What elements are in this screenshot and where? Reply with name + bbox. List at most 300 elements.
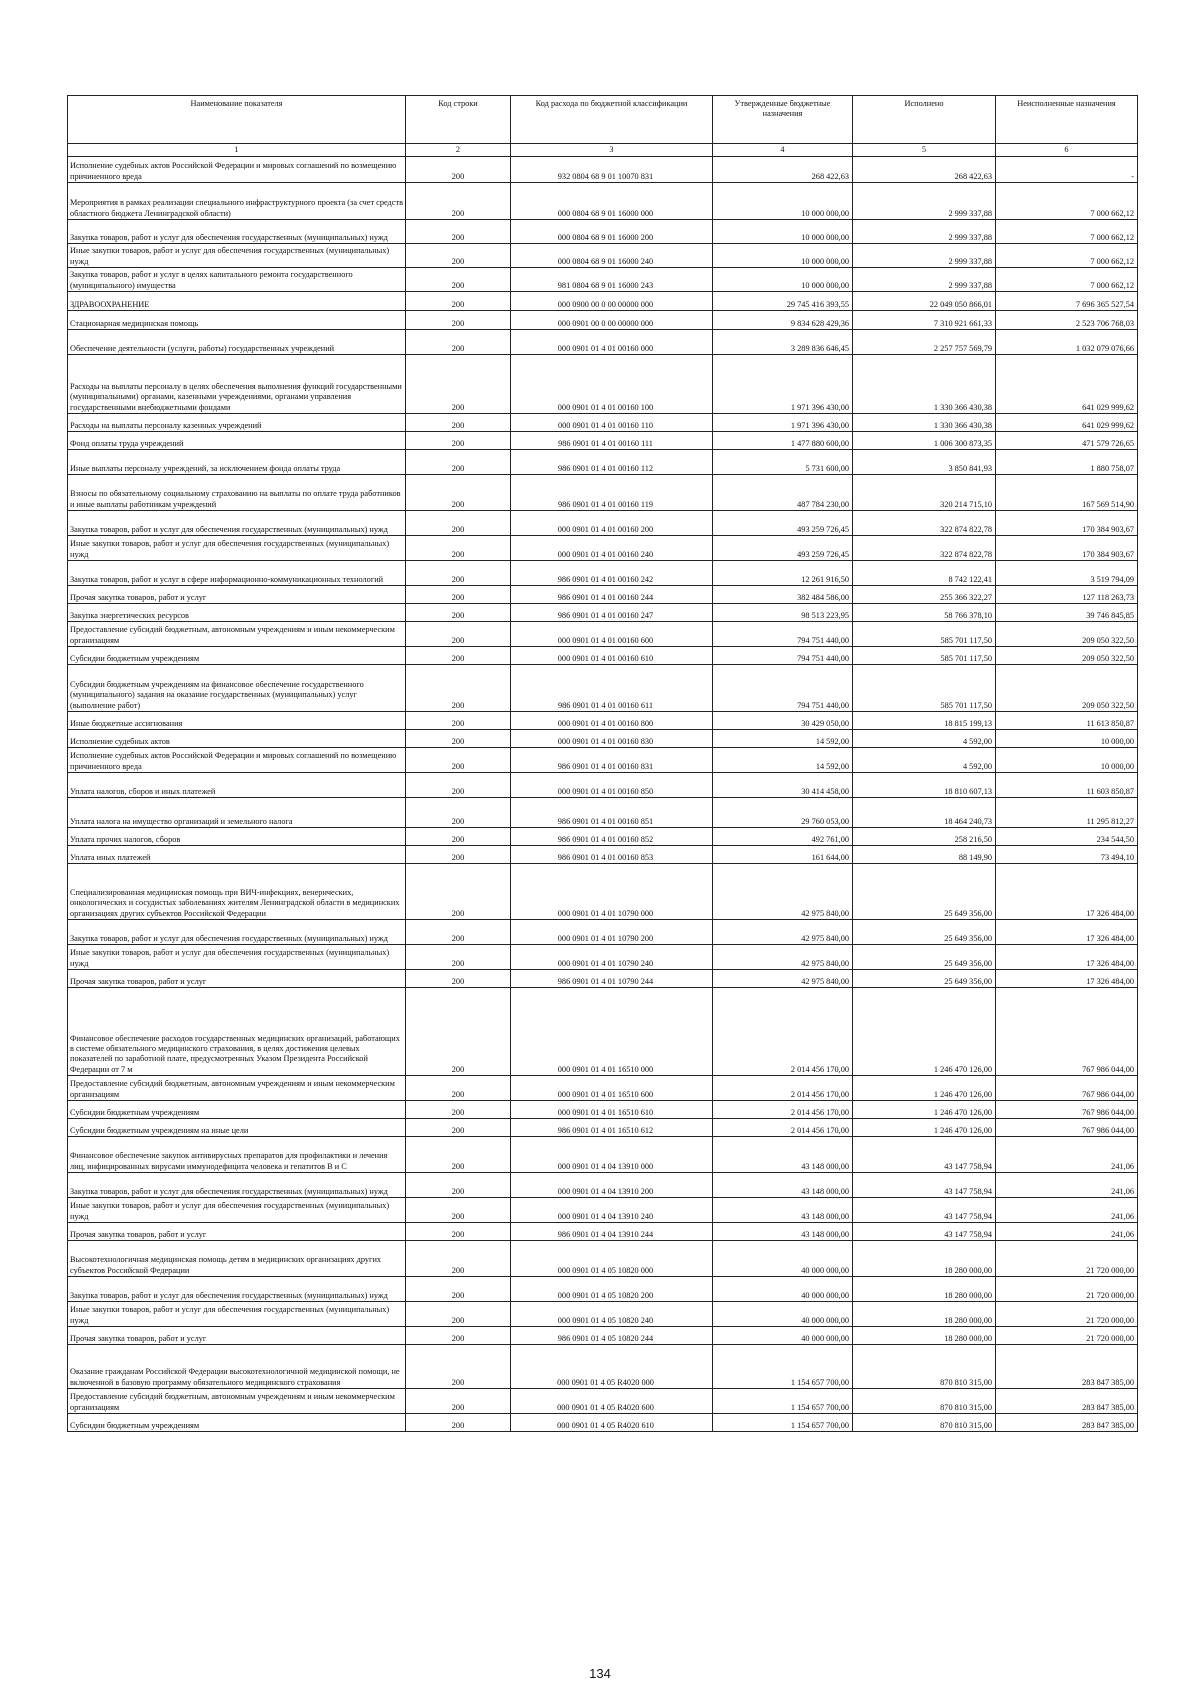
row-unexecuted-amount: 241,06 bbox=[996, 1173, 1138, 1198]
table-row bbox=[68, 450, 1138, 475]
table-row bbox=[68, 828, 1138, 846]
row-line-code: 200 bbox=[406, 1101, 511, 1119]
table-row bbox=[68, 864, 1138, 920]
row-approved-amount: 14 592,00 bbox=[713, 748, 853, 773]
row-unexecuted-amount: 209 050 322,50 bbox=[996, 622, 1138, 647]
row-budget-code: 000 0901 01 4 01 00160 100 bbox=[511, 355, 713, 414]
row-executed-amount: 18 810 607,13 bbox=[853, 773, 996, 798]
row-name-cell: Закупка товаров, работ и услуг в целях капитального ремонта государственного (муниципального) имущества bbox=[68, 268, 406, 292]
row-line-code: 200 bbox=[406, 1345, 511, 1389]
row-line-code: 200 bbox=[406, 450, 511, 475]
row-unexecuted-amount: 7 000 662,12 bbox=[996, 244, 1138, 268]
row-budget-code: 986 0901 01 4 01 00160 831 bbox=[511, 748, 713, 773]
row-unexecuted-amount: 17 326 484,00 bbox=[996, 864, 1138, 920]
row-approved-amount: 29 745 416 393,55 bbox=[713, 292, 853, 311]
row-name-cell: Стационарная медицинская помощь bbox=[68, 311, 406, 330]
row-approved-amount: 2 014 456 170,00 bbox=[713, 988, 853, 1076]
row-approved-amount: 794 751 440,00 bbox=[713, 665, 853, 712]
row-name-cell: Уплата налога на имущество организаций и земельного налога bbox=[68, 798, 406, 828]
row-approved-amount: 382 484 586,00 bbox=[713, 586, 853, 604]
table-row bbox=[68, 1101, 1138, 1119]
row-line-code: 200 bbox=[406, 828, 511, 846]
row-name-cell: Исполнение судебных актов bbox=[68, 730, 406, 748]
row-unexecuted-amount: 7 000 662,12 bbox=[996, 183, 1138, 220]
row-line-code: 200 bbox=[406, 220, 511, 244]
row-line-code: 200 bbox=[406, 970, 511, 988]
row-approved-amount: 10 000 000,00 bbox=[713, 268, 853, 292]
row-name-cell: Прочая закупка товаров, работ и услуг bbox=[68, 1223, 406, 1241]
row-line-code: 200 bbox=[406, 1327, 511, 1345]
row-executed-amount: 870 810 315,00 bbox=[853, 1345, 996, 1389]
row-name-cell: Исполнение судебных актов Российской Федерации и мировых соглашений по возмещению причиненного вреда bbox=[68, 157, 406, 183]
row-approved-amount: 98 513 223,95 bbox=[713, 604, 853, 622]
row-budget-code: 000 0901 01 4 01 10790 000 bbox=[511, 864, 713, 920]
row-line-code: 200 bbox=[406, 183, 511, 220]
row-line-code: 200 bbox=[406, 330, 511, 355]
row-executed-amount: 1 246 470 126,00 bbox=[853, 1119, 996, 1137]
row-line-code: 200 bbox=[406, 311, 511, 330]
row-executed-amount: 88 149,90 bbox=[853, 846, 996, 864]
row-name-cell: Закупка энергетических ресурсов bbox=[68, 604, 406, 622]
row-line-code: 200 bbox=[406, 586, 511, 604]
table-row bbox=[68, 1327, 1138, 1345]
row-approved-amount: 9 834 628 429,36 bbox=[713, 311, 853, 330]
row-executed-amount: 2 257 757 569,79 bbox=[853, 330, 996, 355]
table-row bbox=[68, 748, 1138, 773]
row-approved-amount: 43 148 000,00 bbox=[713, 1223, 853, 1241]
row-approved-amount: 1 971 396 430,00 bbox=[713, 355, 853, 414]
row-name-cell: Расходы на выплаты персоналу казенных учреждений bbox=[68, 414, 406, 432]
row-line-code: 200 bbox=[406, 773, 511, 798]
row-executed-amount: 4 592,00 bbox=[853, 730, 996, 748]
row-budget-code: 000 0901 01 4 05 10820 200 bbox=[511, 1277, 713, 1302]
table-row bbox=[68, 647, 1138, 665]
header-executed: Исполнено bbox=[853, 96, 996, 144]
row-line-code: 200 bbox=[406, 647, 511, 665]
row-unexecuted-amount: 283 847 385,00 bbox=[996, 1389, 1138, 1414]
row-unexecuted-amount: 11 295 812,27 bbox=[996, 798, 1138, 828]
row-line-code: 200 bbox=[406, 622, 511, 647]
row-unexecuted-amount: 283 847 385,00 bbox=[996, 1345, 1138, 1389]
table-row bbox=[68, 1119, 1138, 1137]
column-number-row bbox=[68, 144, 1138, 157]
row-executed-amount: 870 810 315,00 bbox=[853, 1389, 996, 1414]
row-executed-amount: 322 874 822,78 bbox=[853, 536, 996, 561]
table-row bbox=[68, 1345, 1138, 1389]
row-budget-code: 986 0901 01 4 01 10790 244 bbox=[511, 970, 713, 988]
row-budget-code: 000 0901 01 4 05 R4020 610 bbox=[511, 1414, 713, 1432]
row-name-cell: Иные выплаты персоналу учреждений, за исключением фонда оплаты труда bbox=[68, 450, 406, 475]
row-name-cell: ЗДРАВООХРАНЕНИЕ bbox=[68, 292, 406, 311]
table-row bbox=[68, 220, 1138, 244]
row-executed-amount: 22 049 050 866,01 bbox=[853, 292, 996, 311]
row-unexecuted-amount: 17 326 484,00 bbox=[996, 920, 1138, 945]
row-budget-code: 000 0804 68 9 01 16000 240 bbox=[511, 244, 713, 268]
row-executed-amount: 43 147 758,94 bbox=[853, 1173, 996, 1198]
row-unexecuted-amount: 767 986 044,00 bbox=[996, 1101, 1138, 1119]
row-name-cell: Закупка товаров, работ и услуг в сфере информационно-коммуникационных технологий bbox=[68, 561, 406, 586]
table-row bbox=[68, 157, 1138, 183]
row-unexecuted-amount: 767 986 044,00 bbox=[996, 1076, 1138, 1101]
row-budget-code: 000 0901 01 4 01 10790 240 bbox=[511, 945, 713, 970]
row-approved-amount: 40 000 000,00 bbox=[713, 1241, 853, 1277]
row-approved-amount: 2 014 456 170,00 bbox=[713, 1076, 853, 1101]
row-name-cell: Уплата иных платежей bbox=[68, 846, 406, 864]
row-executed-amount: 1 246 470 126,00 bbox=[853, 1101, 996, 1119]
row-line-code: 200 bbox=[406, 414, 511, 432]
row-name-cell: Уплата налогов, сборов и иных платежей bbox=[68, 773, 406, 798]
row-approved-amount: 492 761,00 bbox=[713, 828, 853, 846]
row-executed-amount: 1 006 300 873,35 bbox=[853, 432, 996, 450]
row-approved-amount: 1 154 657 700,00 bbox=[713, 1389, 853, 1414]
row-line-code: 200 bbox=[406, 1119, 511, 1137]
row-executed-amount: 585 701 117,50 bbox=[853, 665, 996, 712]
row-approved-amount: 14 592,00 bbox=[713, 730, 853, 748]
row-name-cell: Субсидии бюджетным учреждениям bbox=[68, 647, 406, 665]
row-unexecuted-amount: 283 847 385,00 bbox=[996, 1414, 1138, 1432]
table-row bbox=[68, 846, 1138, 864]
row-line-code: 200 bbox=[406, 1076, 511, 1101]
row-line-code: 200 bbox=[406, 1137, 511, 1173]
row-unexecuted-amount: 21 720 000,00 bbox=[996, 1241, 1138, 1277]
row-approved-amount: 10 000 000,00 bbox=[713, 220, 853, 244]
row-budget-code: 986 0901 01 4 01 00160 244 bbox=[511, 586, 713, 604]
row-name-cell: Субсидии бюджетным учреждениям bbox=[68, 1101, 406, 1119]
row-executed-amount: 2 999 337,88 bbox=[853, 220, 996, 244]
row-executed-amount: 58 766 378,10 bbox=[853, 604, 996, 622]
row-executed-amount: 18 280 000,00 bbox=[853, 1241, 996, 1277]
row-unexecuted-amount: 127 118 263,73 bbox=[996, 586, 1138, 604]
row-unexecuted-amount: 17 326 484,00 bbox=[996, 970, 1138, 988]
row-line-code: 200 bbox=[406, 1414, 511, 1432]
row-budget-code: 000 0901 01 4 04 13910 000 bbox=[511, 1137, 713, 1173]
row-unexecuted-amount: - bbox=[996, 157, 1138, 183]
row-executed-amount: 4 592,00 bbox=[853, 748, 996, 773]
row-budget-code: 986 0901 01 4 01 00160 119 bbox=[511, 475, 713, 511]
row-budget-code: 981 0804 68 9 01 16000 243 bbox=[511, 268, 713, 292]
row-name-cell: Закупка товаров, работ и услуг для обеспечения государственных (муниципальных) нужд bbox=[68, 511, 406, 536]
table-row bbox=[68, 712, 1138, 730]
row-executed-amount: 2 999 337,88 bbox=[853, 183, 996, 220]
row-budget-code: 000 0901 01 4 05 10820 240 bbox=[511, 1302, 713, 1327]
row-unexecuted-amount: 1 880 758,07 bbox=[996, 450, 1138, 475]
row-budget-code: 000 0900 00 0 00 00000 000 bbox=[511, 292, 713, 311]
row-executed-amount: 255 366 322,27 bbox=[853, 586, 996, 604]
row-approved-amount: 42 975 840,00 bbox=[713, 864, 853, 920]
row-line-code: 200 bbox=[406, 244, 511, 268]
row-executed-amount: 2 999 337,88 bbox=[853, 244, 996, 268]
row-line-code: 200 bbox=[406, 604, 511, 622]
row-budget-code: 000 0901 01 4 01 00160 830 bbox=[511, 730, 713, 748]
row-approved-amount: 40 000 000,00 bbox=[713, 1327, 853, 1345]
row-executed-amount: 18 815 199,13 bbox=[853, 712, 996, 730]
row-name-cell: Иные закупки товаров, работ и услуг для обеспечения государственных (муниципальных) нужд bbox=[68, 244, 406, 268]
row-approved-amount: 43 148 000,00 bbox=[713, 1198, 853, 1223]
row-name-cell: Субсидии бюджетным учреждениям на иные цели bbox=[68, 1119, 406, 1137]
row-approved-amount: 30 429 050,00 bbox=[713, 712, 853, 730]
row-executed-amount: 870 810 315,00 bbox=[853, 1414, 996, 1432]
row-name-cell: Закупка товаров, работ и услуг для обеспечения государственных (муниципальных) нужд bbox=[68, 1277, 406, 1302]
row-line-code: 200 bbox=[406, 665, 511, 712]
row-executed-amount: 8 742 122,41 bbox=[853, 561, 996, 586]
row-name-cell: Финансовое обеспечение закупок антивирусных препаратов для профилактики и лечения лиц, инфицированных вирусами иммунодефицита человека и гепатитов B и C bbox=[68, 1137, 406, 1173]
row-line-code: 200 bbox=[406, 1198, 511, 1223]
table-row bbox=[68, 355, 1138, 414]
row-budget-code: 000 0901 01 4 01 00160 850 bbox=[511, 773, 713, 798]
row-line-code: 200 bbox=[406, 1302, 511, 1327]
row-approved-amount: 3 289 836 646,45 bbox=[713, 330, 853, 355]
row-approved-amount: 43 148 000,00 bbox=[713, 1173, 853, 1198]
row-approved-amount: 1 477 880 600,00 bbox=[713, 432, 853, 450]
table-row bbox=[68, 1198, 1138, 1223]
row-name-cell: Иные бюджетные ассигнования bbox=[68, 712, 406, 730]
column-number: 2 bbox=[406, 144, 511, 157]
table-row bbox=[68, 665, 1138, 712]
table-row bbox=[68, 561, 1138, 586]
table-row bbox=[68, 970, 1138, 988]
row-unexecuted-amount: 767 986 044,00 bbox=[996, 1119, 1138, 1137]
row-line-code: 200 bbox=[406, 292, 511, 311]
row-unexecuted-amount: 1 032 079 076,66 bbox=[996, 330, 1138, 355]
table-row bbox=[68, 1137, 1138, 1173]
row-unexecuted-amount: 73 494,10 bbox=[996, 846, 1138, 864]
row-budget-code: 986 0901 01 4 01 00160 111 bbox=[511, 432, 713, 450]
table-row bbox=[68, 1414, 1138, 1432]
row-line-code: 200 bbox=[406, 1241, 511, 1277]
row-approved-amount: 1 154 657 700,00 bbox=[713, 1345, 853, 1389]
row-executed-amount: 25 649 356,00 bbox=[853, 945, 996, 970]
row-name-cell: Прочая закупка товаров, работ и услуг bbox=[68, 970, 406, 988]
table-body bbox=[68, 157, 1138, 1432]
row-approved-amount: 42 975 840,00 bbox=[713, 970, 853, 988]
row-name-cell: Специализированная медицинская помощь при ВИЧ-инфекциях, венерических, онкологических и сосудистых заболеваниях жителям Ленинградской области в медицинских организациях других субъектов Российской Федерации bbox=[68, 864, 406, 920]
row-approved-amount: 10 000 000,00 bbox=[713, 244, 853, 268]
row-name-cell: Предоставление субсидий бюджетным, автономным учреждениям и иным некоммерческим организациям bbox=[68, 1389, 406, 1414]
row-executed-amount: 585 701 117,50 bbox=[853, 647, 996, 665]
row-executed-amount: 18 280 000,00 bbox=[853, 1277, 996, 1302]
row-name-cell: Закупка товаров, работ и услуг для обеспечения государственных (муниципальных) нужд bbox=[68, 920, 406, 945]
row-budget-code: 000 0901 01 4 04 13910 200 bbox=[511, 1173, 713, 1198]
row-approved-amount: 794 751 440,00 bbox=[713, 622, 853, 647]
row-line-code: 200 bbox=[406, 798, 511, 828]
row-budget-code: 000 0901 01 4 01 16510 000 bbox=[511, 988, 713, 1076]
header-name: Наименование показателя bbox=[68, 96, 406, 144]
row-approved-amount: 2 014 456 170,00 bbox=[713, 1101, 853, 1119]
row-name-cell: Субсидии бюджетным учреждениям bbox=[68, 1414, 406, 1432]
row-unexecuted-amount: 21 720 000,00 bbox=[996, 1327, 1138, 1345]
row-budget-code: 000 0901 01 4 05 R4020 000 bbox=[511, 1345, 713, 1389]
row-name-cell: Финансовое обеспечение расходов государственных медицинских организаций, работающих в системе обязательного медицинского страхования, в целях достижения целевых показателей по заработной плате, предусмотренных Указом Президента Российской Федерации от 7 м bbox=[68, 988, 406, 1076]
row-unexecuted-amount: 39 746 845,85 bbox=[996, 604, 1138, 622]
table-row bbox=[68, 311, 1138, 330]
row-line-code: 200 bbox=[406, 730, 511, 748]
row-approved-amount: 794 751 440,00 bbox=[713, 647, 853, 665]
row-executed-amount: 7 310 921 661,33 bbox=[853, 311, 996, 330]
row-budget-code: 986 0901 01 4 01 00160 852 bbox=[511, 828, 713, 846]
row-unexecuted-amount: 17 326 484,00 bbox=[996, 945, 1138, 970]
row-line-code: 200 bbox=[406, 1173, 511, 1198]
row-executed-amount: 1 246 470 126,00 bbox=[853, 988, 996, 1076]
table-row bbox=[68, 1223, 1138, 1241]
table-header-row bbox=[68, 96, 1138, 144]
row-line-code: 200 bbox=[406, 1277, 511, 1302]
header-unexecuted: Неисполненные назначения bbox=[996, 96, 1138, 144]
row-budget-code: 000 0901 01 4 01 00160 240 bbox=[511, 536, 713, 561]
column-number: 4 bbox=[713, 144, 853, 157]
row-budget-code: 000 0804 68 9 01 16000 200 bbox=[511, 220, 713, 244]
row-unexecuted-amount: 11 603 850,87 bbox=[996, 773, 1138, 798]
row-budget-code: 932 0804 68 9 01 10070 831 bbox=[511, 157, 713, 183]
row-approved-amount: 12 261 916,50 bbox=[713, 561, 853, 586]
table-row bbox=[68, 945, 1138, 970]
row-unexecuted-amount: 7 000 662,12 bbox=[996, 268, 1138, 292]
row-name-cell: Мероприятия в рамках реализации специального инфраструктурного проекта (за счет средств областного бюджета Ленинградской области) bbox=[68, 183, 406, 220]
row-approved-amount: 10 000 000,00 bbox=[713, 183, 853, 220]
column-number: 3 bbox=[511, 144, 713, 157]
table-row bbox=[68, 586, 1138, 604]
table-row bbox=[68, 292, 1138, 311]
row-unexecuted-amount: 21 720 000,00 bbox=[996, 1277, 1138, 1302]
table-row bbox=[68, 511, 1138, 536]
table-row bbox=[68, 268, 1138, 292]
row-unexecuted-amount: 7 000 662,12 bbox=[996, 220, 1138, 244]
row-unexecuted-amount: 10 000,00 bbox=[996, 730, 1138, 748]
row-line-code: 200 bbox=[406, 945, 511, 970]
row-line-code: 200 bbox=[406, 536, 511, 561]
row-budget-code: 986 0901 01 4 01 00160 611 bbox=[511, 665, 713, 712]
row-line-code: 200 bbox=[406, 864, 511, 920]
row-unexecuted-amount: 241,06 bbox=[996, 1198, 1138, 1223]
row-budget-code: 000 0901 01 4 05 10820 000 bbox=[511, 1241, 713, 1277]
row-approved-amount: 5 731 600,00 bbox=[713, 450, 853, 475]
row-executed-amount: 1 330 366 430,38 bbox=[853, 414, 996, 432]
table-row bbox=[68, 1241, 1138, 1277]
table-row bbox=[68, 604, 1138, 622]
row-budget-code: 986 0901 01 4 01 00160 112 bbox=[511, 450, 713, 475]
row-budget-code: 986 0901 01 4 01 00160 851 bbox=[511, 798, 713, 828]
row-approved-amount: 30 414 458,00 bbox=[713, 773, 853, 798]
row-executed-amount: 43 147 758,94 bbox=[853, 1198, 996, 1223]
table-row bbox=[68, 1302, 1138, 1327]
table-row bbox=[68, 475, 1138, 511]
row-line-code: 200 bbox=[406, 1223, 511, 1241]
row-approved-amount: 2 014 456 170,00 bbox=[713, 1119, 853, 1137]
row-name-cell: Закупка товаров, работ и услуг для обеспечения государственных (муниципальных) нужд bbox=[68, 220, 406, 244]
row-budget-code: 000 0901 01 4 01 16510 610 bbox=[511, 1101, 713, 1119]
row-unexecuted-amount: 241,06 bbox=[996, 1137, 1138, 1173]
row-executed-amount: 25 649 356,00 bbox=[853, 970, 996, 988]
row-unexecuted-amount: 767 986 044,00 bbox=[996, 988, 1138, 1076]
row-budget-code: 986 0901 01 4 05 10820 244 bbox=[511, 1327, 713, 1345]
row-line-code: 200 bbox=[406, 157, 511, 183]
row-name-cell: Предоставление субсидий бюджетным, автономным учреждениям и иным некоммерческим организациям bbox=[68, 1076, 406, 1101]
row-executed-amount: 18 464 240,73 bbox=[853, 798, 996, 828]
row-name-cell: Взносы по обязательному социальному страхованию на выплаты по оплате труда работников и иные выплаты работникам учреждений bbox=[68, 475, 406, 511]
row-approved-amount: 42 975 840,00 bbox=[713, 945, 853, 970]
row-budget-code: 986 0901 01 4 01 16510 612 bbox=[511, 1119, 713, 1137]
table-row bbox=[68, 730, 1138, 748]
row-name-cell: Иные закупки товаров, работ и услуг для обеспечения государственных (муниципальных) нужд bbox=[68, 1198, 406, 1223]
row-approved-amount: 1 971 396 430,00 bbox=[713, 414, 853, 432]
column-number: 1 bbox=[68, 144, 406, 157]
row-name-cell: Иные закупки товаров, работ и услуг для обеспечения государственных (муниципальных) нужд bbox=[68, 536, 406, 561]
table-row bbox=[68, 1076, 1138, 1101]
table-row bbox=[68, 1389, 1138, 1414]
row-name-cell: Уплата прочих налогов, сборов bbox=[68, 828, 406, 846]
row-name-cell: Исполнение судебных актов Российской Федерации и мировых соглашений по возмещению причиненного вреда bbox=[68, 748, 406, 773]
row-name-cell: Оказание гражданам Российской Федерации высокотехнологичной медицинской помощи, не включенной в базовую программу обязательного медицинского страхования bbox=[68, 1345, 406, 1389]
table-row bbox=[68, 1173, 1138, 1198]
column-number: 5 bbox=[853, 144, 996, 157]
row-unexecuted-amount: 7 696 365 527,54 bbox=[996, 292, 1138, 311]
row-executed-amount: 258 216,50 bbox=[853, 828, 996, 846]
table-row bbox=[68, 536, 1138, 561]
row-executed-amount: 25 649 356,00 bbox=[853, 920, 996, 945]
row-line-code: 200 bbox=[406, 432, 511, 450]
row-budget-code: 000 0804 68 9 01 16000 000 bbox=[511, 183, 713, 220]
row-name-cell: Высокотехнологичная медицинская помощь детям в медицинских организациях других субъектов Российской Федерации bbox=[68, 1241, 406, 1277]
table-row bbox=[68, 183, 1138, 220]
row-unexecuted-amount: 641 029 999,62 bbox=[996, 414, 1138, 432]
row-approved-amount: 43 148 000,00 bbox=[713, 1137, 853, 1173]
row-approved-amount: 493 259 726,45 bbox=[713, 511, 853, 536]
row-executed-amount: 1 246 470 126,00 bbox=[853, 1076, 996, 1101]
row-budget-code: 986 0901 01 4 01 00160 247 bbox=[511, 604, 713, 622]
row-approved-amount: 42 975 840,00 bbox=[713, 920, 853, 945]
header-approved: Утвержденные бюджетные назначения bbox=[713, 96, 853, 144]
page-number: 134 bbox=[589, 1666, 611, 1681]
row-unexecuted-amount: 11 613 850,87 bbox=[996, 712, 1138, 730]
row-executed-amount: 43 147 758,94 bbox=[853, 1137, 996, 1173]
row-executed-amount: 25 649 356,00 bbox=[853, 864, 996, 920]
row-line-code: 200 bbox=[406, 511, 511, 536]
row-name-cell: Иные закупки товаров, работ и услуг для обеспечения государственных (муниципальных) нужд bbox=[68, 1302, 406, 1327]
row-unexecuted-amount: 209 050 322,50 bbox=[996, 665, 1138, 712]
table-row bbox=[68, 920, 1138, 945]
row-line-code: 200 bbox=[406, 748, 511, 773]
row-unexecuted-amount: 170 384 903,67 bbox=[996, 536, 1138, 561]
row-name-cell: Субсидии бюджетным учреждениям на финансовое обеспечение государственного (муниципального) задания на оказание государственных (муниципальных) услуг (выполнение работ) bbox=[68, 665, 406, 712]
row-line-code: 200 bbox=[406, 920, 511, 945]
row-executed-amount: 1 330 366 430,38 bbox=[853, 355, 996, 414]
budget-execution-table bbox=[67, 95, 1138, 1432]
row-budget-code: 000 0901 01 4 01 00160 000 bbox=[511, 330, 713, 355]
row-budget-code: 000 0901 01 4 01 00160 610 bbox=[511, 647, 713, 665]
row-budget-code: 986 0901 01 4 01 00160 242 bbox=[511, 561, 713, 586]
header-budget-code: Код расхода по бюджетной классификации bbox=[511, 96, 713, 144]
row-approved-amount: 268 422,63 bbox=[713, 157, 853, 183]
row-unexecuted-amount: 241,06 bbox=[996, 1223, 1138, 1241]
row-name-cell: Обеспечение деятельности (услуги, работы) государственных учреждений bbox=[68, 330, 406, 355]
row-line-code: 200 bbox=[406, 561, 511, 586]
row-budget-code: 986 0901 01 4 01 00160 853 bbox=[511, 846, 713, 864]
row-unexecuted-amount: 167 569 514,90 bbox=[996, 475, 1138, 511]
row-name-cell: Фонд оплаты труда учреждений bbox=[68, 432, 406, 450]
table-row bbox=[68, 988, 1138, 1076]
row-budget-code: 000 0901 01 4 01 16510 600 bbox=[511, 1076, 713, 1101]
row-unexecuted-amount: 170 384 903,67 bbox=[996, 511, 1138, 536]
row-executed-amount: 322 874 822,78 bbox=[853, 511, 996, 536]
table-row bbox=[68, 798, 1138, 828]
row-budget-code: 000 0901 01 4 01 00160 800 bbox=[511, 712, 713, 730]
table-row bbox=[68, 622, 1138, 647]
row-name-cell: Иные закупки товаров, работ и услуг для обеспечения государственных (муниципальных) нужд bbox=[68, 945, 406, 970]
row-executed-amount: 2 999 337,88 bbox=[853, 268, 996, 292]
row-executed-amount: 18 280 000,00 bbox=[853, 1302, 996, 1327]
row-name-cell: Расходы на выплаты персоналу в целях обеспечения выполнения функций государственными (муниципальными) органами, казенными учреждениями, органами управления государственными внебюджетными фондами bbox=[68, 355, 406, 414]
row-unexecuted-amount: 641 029 999,62 bbox=[996, 355, 1138, 414]
row-approved-amount: 29 760 053,00 bbox=[713, 798, 853, 828]
